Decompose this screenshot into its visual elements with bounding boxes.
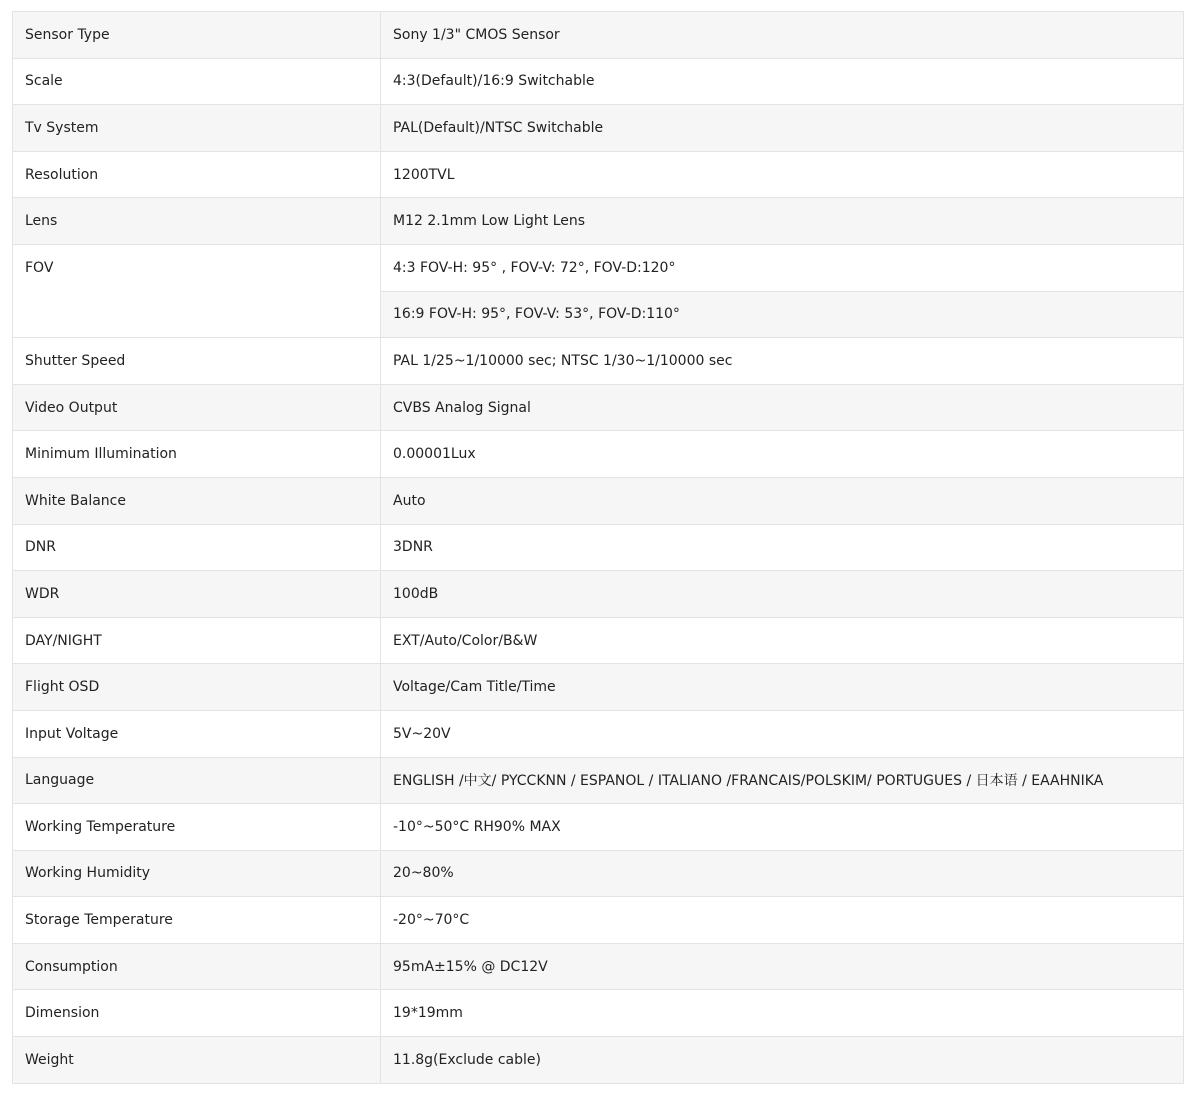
- spec-label: Weight: [13, 1037, 381, 1084]
- spec-table: [12, 11, 1184, 1084]
- spec-value: 5V~20V: [381, 710, 1184, 757]
- spec-label: Working Humidity: [13, 850, 381, 897]
- spec-label: Scale: [13, 58, 381, 105]
- spec-label: DAY/NIGHT: [13, 617, 381, 664]
- spec-value: CVBS Analog Signal: [381, 384, 1184, 431]
- spec-label: Minimum Illumination: [13, 431, 381, 478]
- table-row: [13, 850, 1184, 897]
- table-row: [13, 105, 1184, 152]
- spec-value: 19*19mm: [381, 990, 1184, 1037]
- spec-value: Voltage/Cam Title/Time: [381, 664, 1184, 711]
- spec-label: WDR: [13, 571, 381, 618]
- spec-label: Input Voltage: [13, 710, 381, 757]
- table-row: [13, 757, 1184, 804]
- table-row: [13, 571, 1184, 618]
- spec-value: 4:3 FOV-H: 95° , FOV-V: 72°, FOV-D:120°: [381, 244, 1184, 291]
- table-row: [13, 1037, 1184, 1084]
- spec-value: 0.00001Lux: [381, 431, 1184, 478]
- spec-label: Sensor Type: [13, 12, 381, 59]
- spec-label: Consumption: [13, 943, 381, 990]
- spec-label: Video Output: [13, 384, 381, 431]
- spec-value: 4:3(Default)/16:9 Switchable: [381, 58, 1184, 105]
- spec-label: Shutter Speed: [13, 338, 381, 385]
- table-row: [13, 804, 1184, 851]
- table-row: [13, 12, 1184, 59]
- spec-label: Storage Temperature: [13, 897, 381, 944]
- table-row: [13, 897, 1184, 944]
- table-row: [13, 710, 1184, 757]
- spec-value: 20~80%: [381, 850, 1184, 897]
- spec-value: Auto: [381, 477, 1184, 524]
- spec-label: DNR: [13, 524, 381, 571]
- spec-value: -10°~50°C RH90% MAX: [381, 804, 1184, 851]
- spec-value: 3DNR: [381, 524, 1184, 571]
- spec-value: 1200TVL: [381, 151, 1184, 198]
- spec-label: Language: [13, 757, 381, 804]
- table-row: [13, 58, 1184, 105]
- table-row: [13, 198, 1184, 245]
- table-row: [13, 617, 1184, 664]
- table-row: [13, 477, 1184, 524]
- spec-label: FOV: [13, 244, 381, 337]
- spec-label: Dimension: [13, 990, 381, 1037]
- spec-label: White Balance: [13, 477, 381, 524]
- spec-value: EXT/Auto/Color/B&W: [381, 617, 1184, 664]
- table-row: [13, 990, 1184, 1037]
- spec-value: PAL 1/25~1/10000 sec; NTSC 1/30~1/10000 sec: [381, 338, 1184, 385]
- table-row: [13, 338, 1184, 385]
- table-row: [13, 524, 1184, 571]
- spec-value-secondary: 16:9 FOV-H: 95°, FOV-V: 53°, FOV-D:110°: [381, 291, 1184, 338]
- spec-label: Working Temperature: [13, 804, 381, 851]
- spec-value: 11.8g(Exclude cable): [381, 1037, 1184, 1084]
- spec-label: Resolution: [13, 151, 381, 198]
- table-row: [13, 431, 1184, 478]
- spec-value: PAL(Default)/NTSC Switchable: [381, 105, 1184, 152]
- spec-value: 100dB: [381, 571, 1184, 618]
- table-row: [13, 244, 1184, 291]
- spec-value: M12 2.1mm Low Light Lens: [381, 198, 1184, 245]
- table-row: [13, 384, 1184, 431]
- spec-value: -20°~70°C: [381, 897, 1184, 944]
- spec-label: Tv System: [13, 105, 381, 152]
- table-row: [13, 664, 1184, 711]
- table-row: [13, 943, 1184, 990]
- spec-value: Sony 1/3" CMOS Sensor: [381, 12, 1184, 59]
- spec-value: 95mA±15% @ DC12V: [381, 943, 1184, 990]
- table-row: [13, 151, 1184, 198]
- spec-label: Lens: [13, 198, 381, 245]
- spec-value: ENGLISH /中文/ PYCCKNN / ESPANOL / ITALIANO /FRANCAIS/POLSKIM/ PORTUGUES / 日本语 / EAAHNIKA: [381, 757, 1184, 804]
- spec-label: Flight OSD: [13, 664, 381, 711]
